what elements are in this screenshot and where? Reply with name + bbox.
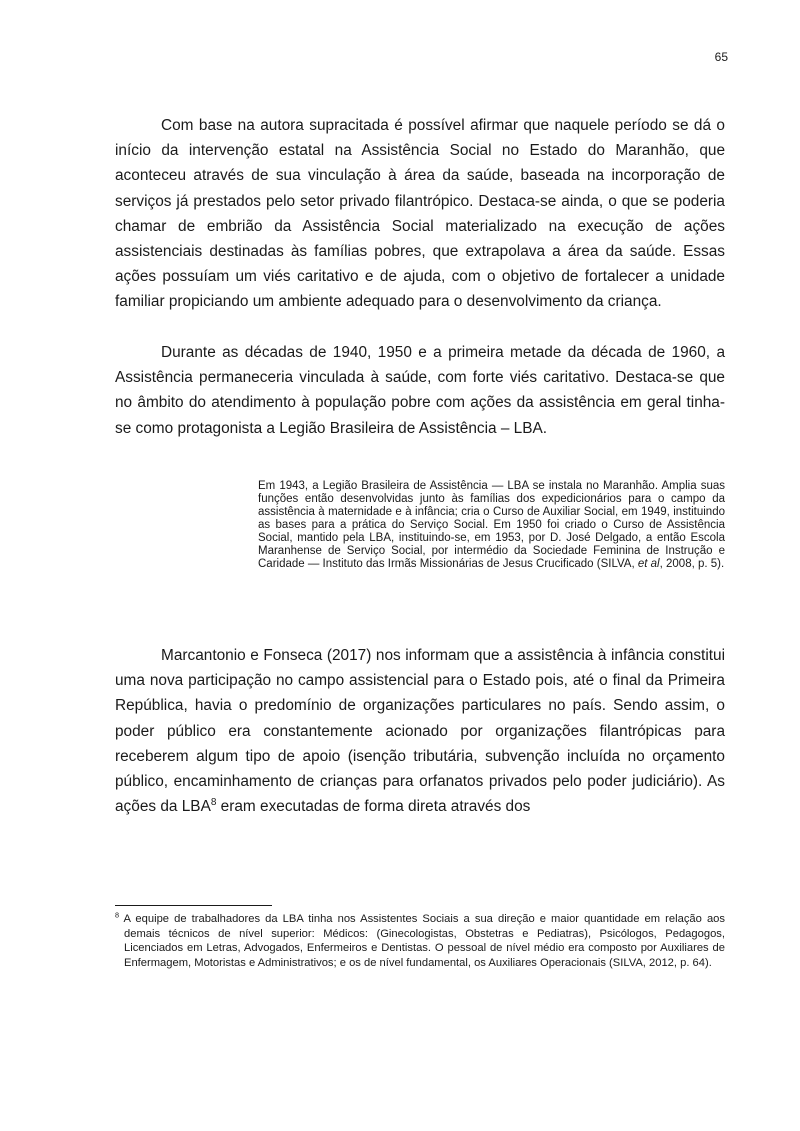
footnote: [115, 912, 725, 970]
block-quote: [258, 480, 725, 571]
body-paragraph-2: Durante as décadas de 1940, 1950 e a primeira metade da década de 1960, a Assistência permaneceria vinculada à saúde, com forte viés caritativo. Destaca-se que no âmbito do atendimento à população pobre com ações da assistência em geral tinha-se como protagonista a Legião Brasileira de Assistência – LBA.: [115, 344, 725, 437]
block-quote-citation-end: , 2008, p. 5).: [659, 558, 725, 571]
block-quote-text: Em 1943, a Legião Brasileira de Assistência — LBA se instala no Maranhão. Amplia suas funções então desenvolvidas junto às famílias dos expedicionários para o campo da assistência à maternidade e à infância; cria o Curso de Auxiliar Social, em 1949, instituindo as bases para a prática do Serviço Social. Em 1950 foi criado o Curso de Assistência Social, mantido pela LBA, instituindo-se, em 1953, por D. José Delgado, a então Escola Maranhense de Serviço Social, por intermédio da Sociedade Feminina de Instrução e Caridade — Instituto das Irmãs Missionárias de Jesus Crucificado (SILVA,: [258, 480, 725, 571]
body-paragraph-3: [115, 643, 725, 819]
body-paragraph-1: Com base na autora supracitada é possível afirmar que naquele período se dá o início da intervenção estatal na Assistência Social no Estado do Maranhão, que aconteceu através de sua vinculação à área da saúde, baseada na incorporação de serviços já prestados pelo setor privado filantrópico. Destaca-se ainda, o que se poderia chamar de embrião da Assistência Social materializado na execução de ações assistenciais destinadas às famílias pobres, que extrapolava a área da saúde. Essas ações possuíam um viés caritativo e de ajuda, com o objetivo de fortalecer a unidade familiar propiciando um ambiente adequado para o desenvolvimento da criança.: [115, 117, 725, 311]
footnote-marker: 8: [115, 910, 120, 920]
page-number: 65: [714, 50, 728, 64]
footnote-text: A equipe de trabalhadores da LBA tinha nos Assistentes Sociais a sua direção e maior quantidade em relação aos demais técnicos de nível superior: Médicos: (Ginecologistas, Obstetras e Pediatras), Psicólogos, Pedagogos, Licenciados em Letras, Advogados, Enfermeiros e Dentistas. O pessoal de nível médio era composto por Auxiliares de Enfermagem, Motoristas e Administrativos; e os de nível fundamental, os Auxiliares Operacionais (SILVA, 2012, p. 64).: [119, 913, 725, 969]
block-quote-citation-etal: et al: [637, 558, 660, 571]
footnote-reference: 8: [210, 797, 217, 809]
paragraph-3-text: Marcantonio e Fonseca (2017) nos informam que a assistência à infância constitui uma nova participação no campo assistencial para o Estado pois, até o final da Primeira República, havia o predomínio de organizações particulares no país. Sendo assim, o poder público era constantemente acionado por organizações filantrópicas para receberem algum tipo de apoio (isenção tributária, subvenção incluída no orçamento público, encaminhamento de crianças para orfanatos privados pelo poder judiciário). As ações da LBA: [115, 647, 725, 816]
footnote-separator: [115, 905, 272, 906]
paragraph-3-text-continued: eram executadas de forma direta através dos: [216, 798, 531, 816]
